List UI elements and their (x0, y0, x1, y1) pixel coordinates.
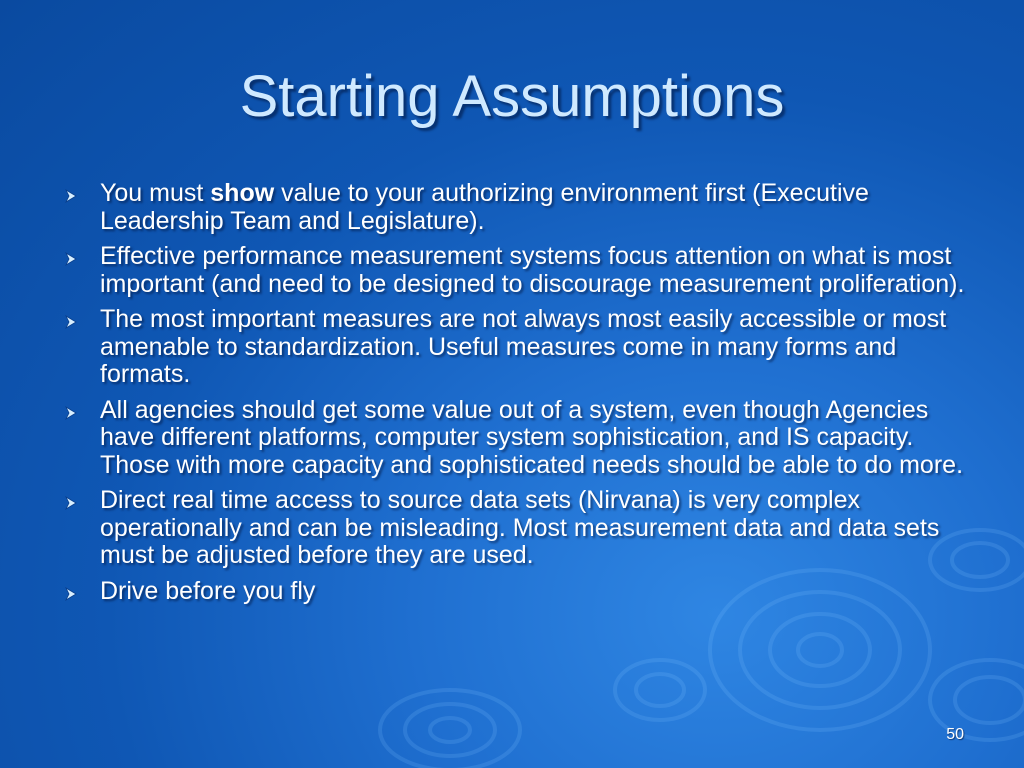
list-item (62, 180, 972, 235)
arrow-bullet-icon (64, 406, 78, 420)
list-item (62, 578, 972, 606)
bullet-text: Effective performance measurement systems focus attention on what is most important (and need to be designed to discourage measurement proliferation). (100, 242, 965, 298)
list-item (62, 243, 972, 298)
arrow-bullet-icon (64, 189, 78, 203)
bullet-text: All agencies should get some value out of a system, even though Agencies have different platforms, computer system sophistication, and IS capacity. Those with more capacity and sophisticated needs should be able to do more. (100, 395, 964, 479)
bullet-list (62, 180, 972, 613)
bullet-text: Direct real time access to source data sets (Nirvana) is very complex operationally and can be misleading. Most measurement data and data sets must be adjusted before they are used. (100, 486, 940, 569)
list-item (62, 487, 972, 570)
list-item (62, 306, 972, 389)
arrow-bullet-icon (64, 496, 78, 510)
list-item (62, 397, 972, 480)
bullet-text-after: value to your authorizing environment first (Executive Leadership Team and Legislature). (100, 179, 869, 235)
bullet-emphasis: show (210, 179, 275, 207)
arrow-bullet-icon (64, 587, 78, 601)
bullet-text-before: You must (100, 179, 211, 207)
bullet-text: The most important measures are not always most easily accessible or most amenable to standardization. Useful measures come in many forms and formats. (100, 305, 947, 388)
bullet-text: Drive before you fly (100, 576, 316, 605)
arrow-bullet-icon (64, 252, 78, 266)
arrow-bullet-icon (64, 315, 78, 329)
slide-title: Starting Assumptions (239, 64, 785, 129)
page-number: 50 (946, 726, 964, 743)
